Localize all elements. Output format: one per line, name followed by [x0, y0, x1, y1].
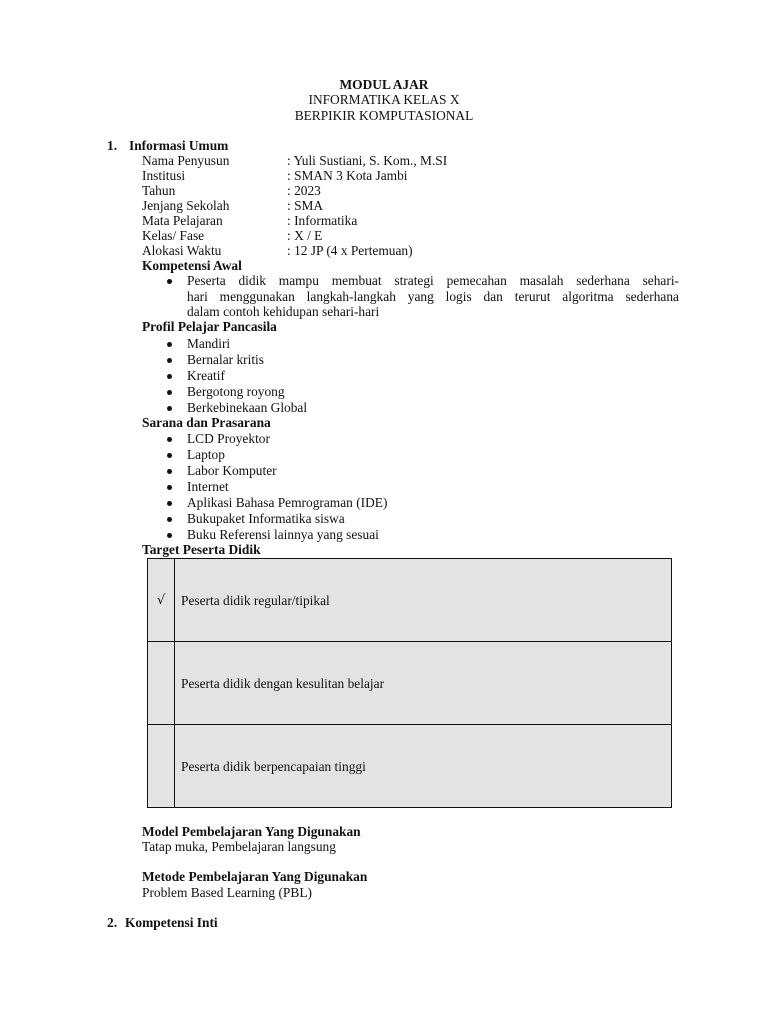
- list-item: LCD Proyektor: [187, 431, 270, 446]
- info-label-institusi: Institusi: [142, 168, 186, 183]
- model-pembelajaran-heading: Model Pembelajaran Yang Digunakan: [142, 824, 361, 839]
- bullet-icon: [167, 501, 172, 506]
- list-item: Mandiri: [187, 336, 231, 351]
- table-row: [148, 559, 671, 642]
- bullet-icon: [167, 406, 172, 411]
- kompetensi-awal-line-2: hari menggunakan langkah-langkah yang logis dan terurut algoritma sederhana: [187, 289, 679, 304]
- target-peserta-heading: Target Peserta Didik: [142, 542, 261, 557]
- list-item: Bergotong royong: [187, 384, 285, 399]
- section-1-number: 1.: [107, 138, 118, 153]
- bullet-icon: [167, 533, 172, 538]
- table-row: [148, 642, 671, 725]
- profil-pelajar-heading: Profil Pelajar Pancasila: [142, 319, 277, 334]
- list-item: Kreatif: [187, 368, 225, 383]
- document-subtitle-topic: BERPIKIR KOMPUTASIONAL: [294, 108, 474, 123]
- info-value-alokasi-waktu: : 12 JP (4 x Pertemuan): [287, 243, 413, 258]
- table-cell: Peserta didik dengan kesulitan belajar: [181, 676, 385, 691]
- bullet-icon: [167, 517, 172, 522]
- bullet-icon: [167, 453, 172, 458]
- bullet-icon: [167, 390, 172, 395]
- list-item: Buku Referensi lainnya yang sesuai: [187, 527, 379, 542]
- info-label-alokasi-waktu: Alokasi Waktu: [142, 243, 222, 258]
- section-2-title: Kompetensi Inti: [125, 915, 218, 930]
- info-label-jenjang-sekolah: Jenjang Sekolah: [142, 198, 230, 213]
- info-label-mata-pelajaran: Mata Pelajaran: [142, 213, 223, 228]
- metode-pembelajaran-value: Problem Based Learning (PBL): [142, 885, 312, 900]
- bullet-icon: [167, 358, 172, 363]
- kompetensi-awal-heading: Kompetensi Awal: [142, 258, 242, 273]
- list-item: Bukupaket Informatika siswa: [187, 511, 345, 526]
- bullet-icon: [167, 469, 172, 474]
- table-cell: Peserta didik berpencapaian tinggi: [181, 759, 366, 774]
- info-value-institusi: : SMAN 3 Kota Jambi: [287, 168, 408, 183]
- checkmark-icon: √: [148, 559, 175, 641]
- bullet-icon: [167, 279, 172, 284]
- list-item: Berkebinekaan Global: [187, 400, 308, 415]
- info-value-kelas-fase: : X / E: [287, 228, 323, 243]
- info-value-tahun: : 2023: [287, 183, 321, 198]
- kompetensi-awal-line-3: dalam contoh kehidupan sehari-hari: [187, 304, 380, 319]
- info-label-kelas-fase: Kelas/ Fase: [142, 228, 205, 243]
- checkmark-cell: [148, 725, 175, 807]
- target-peserta-table: [147, 558, 672, 808]
- section-2-number: 2.: [107, 915, 118, 930]
- list-item: Aplikasi Bahasa Pemrograman (IDE): [187, 495, 388, 510]
- bullet-icon: [167, 374, 172, 379]
- info-label-nama-penyusun: Nama Penyusun: [142, 153, 230, 168]
- model-pembelajaran-value: Tatap muka, Pembelajaran langsung: [142, 839, 336, 854]
- info-value-nama-penyusun: : Yuli Sustiani, S. Kom., M.SI: [287, 153, 448, 168]
- table-cell: Peserta didik regular/tipikal: [181, 593, 330, 608]
- sarana-prasarana-heading: Sarana dan Prasarana: [142, 415, 271, 430]
- bullet-icon: [167, 342, 172, 347]
- kompetensi-awal-line-1: Peserta didik mampu membuat strategi pemecahan masalah sederhana sehari-: [187, 273, 679, 288]
- document-title: MODUL AJAR: [339, 77, 429, 92]
- document-subtitle-subject: INFORMATIKA KELAS X: [308, 92, 460, 107]
- section-1-title: Informasi Umum: [129, 138, 229, 153]
- checkmark-cell: [148, 642, 175, 724]
- list-item: Laptop: [187, 447, 225, 462]
- info-value-mata-pelajaran: : Informatika: [287, 213, 358, 228]
- table-row: [148, 725, 671, 807]
- list-item: Labor Komputer: [187, 463, 277, 478]
- bullet-icon: [167, 485, 172, 490]
- metode-pembelajaran-heading: Metode Pembelajaran Yang Digunakan: [142, 869, 368, 884]
- bullet-icon: [167, 437, 172, 442]
- info-label-tahun: Tahun: [142, 183, 176, 198]
- list-item: Bernalar kritis: [187, 352, 264, 367]
- info-value-jenjang-sekolah: : SMA: [287, 198, 324, 213]
- list-item: Internet: [187, 479, 229, 494]
